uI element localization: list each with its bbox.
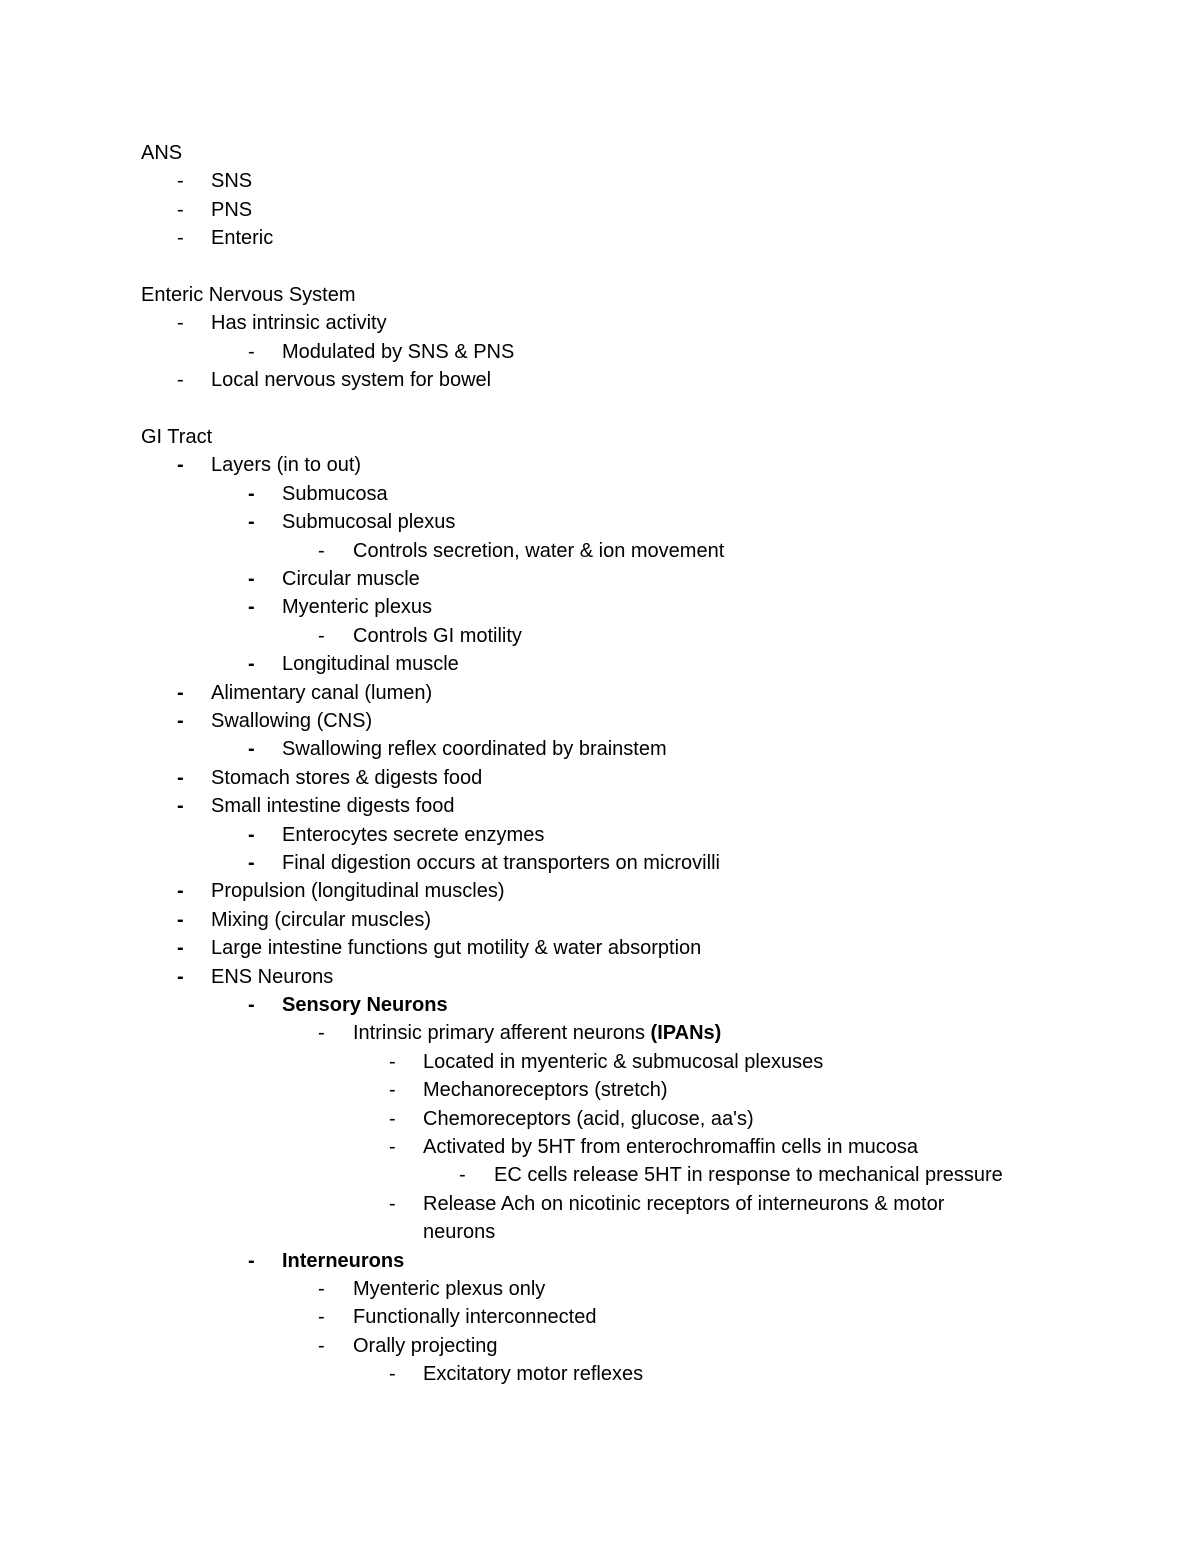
- outline-line: [0, 1247, 1200, 1275]
- bullet-dash: -: [248, 482, 255, 505]
- bullet-dash: -: [389, 1079, 396, 1102]
- outline-line: [0, 1161, 1200, 1189]
- bullet-text: Local nervous system for bowel: [211, 369, 492, 392]
- bullet-dash: -: [177, 227, 184, 250]
- bullet-dash: -: [177, 454, 184, 477]
- bullet-text: Excitatory motor reflexes: [423, 1363, 644, 1386]
- section-heading: ANS: [141, 142, 183, 164]
- bullet-text: Mechanoreceptors (stretch): [423, 1079, 668, 1102]
- bullet-dash: -: [389, 1363, 396, 1386]
- outline-line: [0, 735, 1200, 763]
- bullet-text: Circular muscle: [282, 568, 420, 590]
- outline-line: [0, 196, 1200, 224]
- bullet-dash: -: [318, 1278, 325, 1300]
- outline-line: [0, 224, 1200, 252]
- bullet-dash: -: [248, 1249, 255, 1272]
- bullet-text: Swallowing reflex coordinated by brainstem: [282, 738, 667, 761]
- outline-line: [0, 707, 1200, 735]
- bullet-dash: -: [248, 511, 255, 534]
- bullet-dash: -: [177, 965, 184, 988]
- bullet-dash: -: [389, 1050, 396, 1073]
- outline-line: [0, 480, 1200, 508]
- outline-line: [0, 338, 1200, 366]
- bullet-dash: -: [177, 369, 184, 392]
- outline-line: [0, 1332, 1200, 1360]
- outline-line: [0, 1303, 1200, 1331]
- outline-line: [0, 508, 1200, 536]
- outline-line: [0, 1218, 1200, 1246]
- outline-line: [0, 877, 1200, 905]
- bullet-dash: -: [248, 994, 255, 1016]
- outline-line: [0, 679, 1200, 707]
- bullet-dash: -: [177, 795, 184, 818]
- bullet-text: ENS Neurons: [211, 965, 334, 988]
- bullet-dash: -: [177, 710, 184, 732]
- bullet-dash: -: [248, 653, 255, 676]
- bullet-text: Located in myenteric & submucosal plexuses: [423, 1050, 824, 1073]
- bullet-dash: -: [177, 681, 184, 704]
- bullet-dash: -: [177, 198, 184, 221]
- bullet-text: EC cells release 5HT in response to mechanical pressure: [494, 1164, 1003, 1187]
- bullet-dash: -: [177, 908, 184, 931]
- bullet-text-wrapper: [353, 1019, 721, 1047]
- outline-line: [0, 1076, 1200, 1104]
- outline-line: [0, 906, 1200, 934]
- bullet-dash: -: [248, 738, 255, 761]
- bullet-dash: -: [177, 880, 184, 903]
- bullet-dash: -: [318, 1022, 325, 1045]
- outline-line: [0, 451, 1200, 479]
- bullet-text: PNS: [211, 198, 253, 221]
- bullet-dash: -: [459, 1164, 466, 1187]
- bullet-text: Sensory Neurons: [282, 994, 448, 1016]
- bullet-text: Layers (in to out): [211, 454, 362, 477]
- outline-line: [0, 963, 1200, 991]
- bullet-text: Controls GI motility: [353, 624, 522, 647]
- outline-line: [0, 1275, 1200, 1303]
- bullet-text: Myenteric plexus only: [353, 1278, 546, 1300]
- bullet-dash: -: [177, 766, 184, 789]
- bullet-dash: -: [248, 340, 255, 363]
- outline-line: [0, 281, 1200, 309]
- bullet-text: Propulsion (longitudinal muscles): [211, 880, 505, 903]
- bullet-text: Longitudinal muscle: [282, 653, 459, 676]
- outline-line: [0, 167, 1200, 195]
- bullet-text: Large intestine functions gut motility & water absorption: [211, 937, 702, 960]
- outline-line: [0, 764, 1200, 792]
- outline-line: [0, 792, 1200, 820]
- bullet-dash: -: [248, 568, 255, 590]
- outline-line: [0, 1048, 1200, 1076]
- bullet-text: Functionally interconnected: [353, 1306, 597, 1329]
- outline-line: [0, 593, 1200, 621]
- bullet-dash: -: [248, 823, 255, 846]
- outline-line: [0, 1019, 1200, 1047]
- bullet-dash: -: [318, 1334, 325, 1357]
- outline-line: [0, 139, 1200, 167]
- outline-line: [0, 622, 1200, 650]
- bullet-text: Submucosal plexus: [282, 511, 456, 534]
- outline-line: [0, 366, 1200, 394]
- bullet-text: Mixing (circular muscles): [211, 908, 432, 931]
- outline-line: [0, 1360, 1200, 1388]
- outline-line: [0, 849, 1200, 877]
- outline-line: [0, 1190, 1200, 1218]
- bullet-text: neurons: [423, 1221, 496, 1244]
- bullet-dash: -: [177, 937, 184, 960]
- bullet-dash: -: [177, 312, 184, 335]
- bullet-text: Alimentary canal (lumen): [211, 681, 433, 704]
- bullet-text: Activated by 5HT from enterochromaffin cells in mucosa: [423, 1136, 919, 1158]
- outline-line: [0, 1105, 1200, 1133]
- outline-line: [0, 991, 1200, 1019]
- bullet-dash: -: [389, 1192, 396, 1215]
- bullet-text: Chemoreceptors (acid, glucose, aa's): [423, 1107, 754, 1130]
- bullet-text: Interneurons: [282, 1249, 405, 1272]
- bullet-text: SNS: [211, 170, 253, 193]
- bold-acronym: (IPANs): [650, 1022, 722, 1045]
- bullet-dash: -: [318, 539, 325, 562]
- bullet-dash: -: [248, 596, 255, 619]
- outline-line: [0, 423, 1200, 451]
- outline-line: [0, 650, 1200, 678]
- bullet-dash: -: [318, 1306, 325, 1329]
- section-heading: Enteric Nervous System: [141, 284, 356, 306]
- bullet-text: Small intestine digests food: [211, 795, 455, 818]
- outline-line: [0, 1133, 1200, 1161]
- bullet-dash: -: [177, 170, 184, 193]
- outline-line: [0, 309, 1200, 337]
- bullet-text: Controls secretion, water & ion movement: [353, 539, 725, 562]
- bullet-dash: -: [248, 852, 255, 874]
- bullet-text: Enteric: [211, 227, 274, 250]
- bullet-dash: -: [389, 1107, 396, 1130]
- bullet-text: Stomach stores & digests food: [211, 766, 483, 789]
- bullet-text: Release Ach on nicotinic receptors of interneurons & motor: [423, 1192, 945, 1215]
- bullet-text: Final digestion occurs at transporters on microvilli: [282, 852, 720, 874]
- bullet-text: Myenteric plexus: [282, 596, 433, 619]
- outline-line: [0, 537, 1200, 565]
- bullet-dash: -: [318, 624, 325, 647]
- outline-line: [0, 565, 1200, 593]
- bullet-text: Has intrinsic activity: [211, 312, 387, 335]
- bullet-dash: -: [389, 1136, 396, 1158]
- bullet-text: Swallowing (CNS): [211, 710, 373, 732]
- bullet-text: Modulated by SNS & PNS: [282, 340, 515, 363]
- bullet-text: Orally projecting: [353, 1334, 498, 1357]
- bullet-text: Intrinsic primary afferent neurons: [353, 1022, 651, 1045]
- bullet-text: Enterocytes secrete enzymes: [282, 823, 545, 846]
- outline-line: [0, 821, 1200, 849]
- bullet-text: Submucosa: [282, 482, 388, 505]
- section-heading: GI Tract: [141, 426, 213, 448]
- outline-line: [0, 934, 1200, 962]
